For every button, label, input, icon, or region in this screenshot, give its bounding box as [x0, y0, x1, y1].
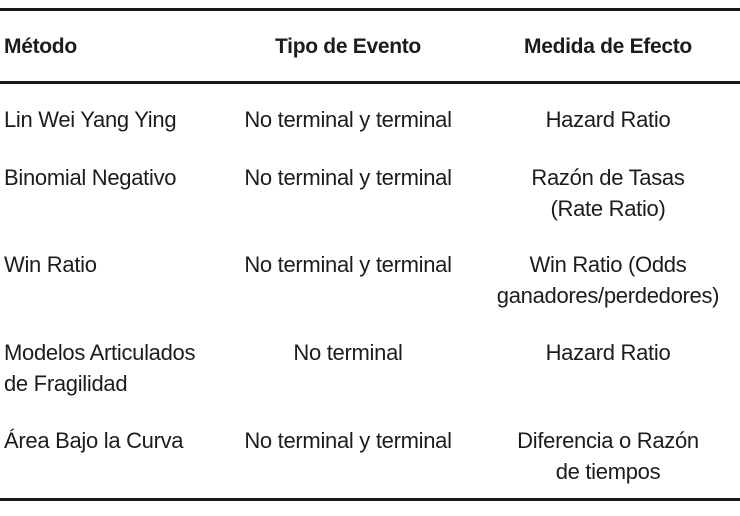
- cell-line: Hazard Ratio: [545, 107, 671, 132]
- cell-method: Área Bajo la Curva: [4, 428, 184, 453]
- cell-method: [0, 337, 220, 399]
- table-row: [0, 425, 740, 487]
- header-method: Método: [4, 34, 77, 58]
- cell-event-type: No terminal: [293, 340, 403, 365]
- cell-effect-measure: [476, 425, 740, 487]
- cell-method: Binomial Negativo: [4, 165, 177, 190]
- table-row: [0, 104, 740, 162]
- cell-line: de Fragilidad: [4, 371, 128, 396]
- cell-method: Lin Wei Yang Ying: [4, 107, 177, 132]
- table-row: [0, 249, 740, 337]
- table-bottom-rule: [0, 498, 740, 501]
- cell-line: Hazard Ratio: [545, 340, 671, 365]
- cell-event-type: No terminal y terminal: [244, 165, 452, 190]
- cell-method: Win Ratio: [4, 252, 97, 277]
- header-effect-measure: Medida de Efecto: [524, 34, 692, 58]
- cell-line: ganadores/perdedores): [496, 283, 720, 308]
- cell-effect-measure: [476, 162, 740, 224]
- table-header-row: [0, 11, 740, 81]
- cell-event-type: No terminal y terminal: [244, 107, 452, 132]
- cell-line: Modelos Articulados: [4, 340, 196, 365]
- cell-line: Razón de Tasas: [531, 165, 685, 190]
- methods-table: [0, 8, 740, 487]
- table-row: [0, 337, 740, 425]
- cell-effect-measure: [476, 104, 740, 135]
- cell-line: (Rate Ratio): [550, 196, 666, 221]
- cell-line: de tiempos: [555, 459, 661, 484]
- cell-line: Diferencia o Razón: [517, 428, 699, 453]
- cell-line: Win Ratio (Odds: [529, 252, 687, 277]
- cell-effect-measure: [476, 337, 740, 368]
- cell-effect-measure: [476, 249, 740, 311]
- cell-event-type: No terminal y terminal: [244, 428, 452, 453]
- table-row: [0, 162, 740, 249]
- cell-event-type: No terminal y terminal: [244, 252, 452, 277]
- header-event-type: Tipo de Evento: [275, 34, 421, 58]
- table-header-rule: [0, 81, 740, 84]
